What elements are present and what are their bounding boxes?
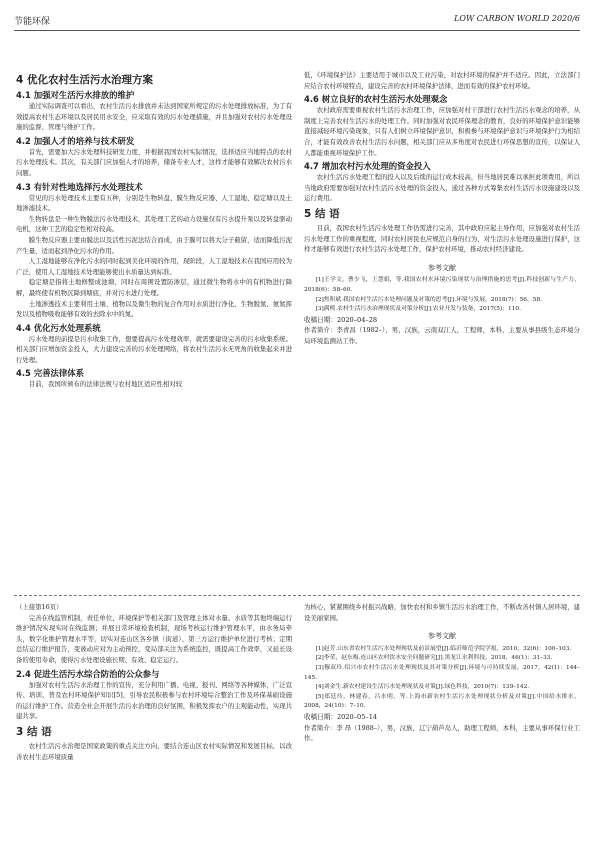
top-right-column xyxy=(304,70,580,346)
journal-section-label: 节能环保 xyxy=(14,17,51,27)
author-bio: 作者简介：李青昌（1982–），男，汉族，云南双江人，工程师，本科，主要从事县级生态环境分局环境监测站工作。 xyxy=(304,326,580,345)
reference-item: [3]穆双玲.绍兴市农村生活污水处理现状及其对策分析[J].环境与可持续发展，2017，42(1)：144–145. xyxy=(304,664,580,681)
section-4-4-heading: 4.4 优化污水处理系统 xyxy=(16,322,101,333)
journal-title-issue: LOW CARBON WORLD 2020/6 xyxy=(454,14,580,23)
paragraph: 常见的污水处理技术主要有五种，分别是生物转盘、膜生物反应器、人工湿地、稳定塘以及土地渗滤技术。 xyxy=(16,193,292,213)
paragraph: 农村生活污水治理是国家政策的重点关注方向，要结合连山区农村实际情况和发展目标，以改善农村生态环境质量 xyxy=(16,741,292,761)
paragraph: 污水处理的前提是污水收集工作，想要提高污水处理效率，就需要建设完善的污水收集系统。相关部门应增加资金投入，大力建设完善的污水处理网络，将农村生活污水无死角的收集起来并进行处理。 xyxy=(16,334,292,364)
bottom-left-column xyxy=(16,602,292,762)
references-title: 参考文献 xyxy=(428,632,456,641)
paragraph: 膜生物反应器主要由膜法以及活性污泥法结合而成，由于膜可以将大分子截留，适而降低污泥产生量，适而起到净化污水的作用。 xyxy=(16,235,292,255)
section-4-3-heading: 4.3 有针对性地选择污水处理技术 xyxy=(16,181,143,192)
continuation-label: （上接第16页） xyxy=(16,603,63,611)
author-bio: 作者简介：李 昂（1988–），男，汉族，辽宁葫芦岛人，助理工程师，本科，主要从事环保行业工作。 xyxy=(304,723,580,743)
paragraph: 完善在线监管机制，责任单位、环境保护等相关部门及管理主体对水量、水质等其他终端运行维护情况实现实时在线监测；并展日常环境检查机制，现场考核运行维护管理水平，由水务局牵头，数字化维护管理水平等，切实对连山区各乡镇（街道）、第三方运行维护单位进行考核；定期总结运行维护报告，变被动应对为主动预控，变局部关注为系统监控，既提高工作效率，又延长设备的使用寿命，使得污水处理设施长期、有效、稳定运行。 xyxy=(16,613,292,664)
paragraph: 低，《环境保护法》主要适用于城市以及工业污染，对农村环境的保护并不适应。因此，立法部门应结合农村环境特点，建设完善的农村环境保护法律，进而有效的保护农村环境。 xyxy=(304,71,580,90)
page-header xyxy=(14,8,580,31)
section-4-heading: 4 优化农村生活污水治理方案 xyxy=(16,74,153,86)
paragraph: 目前，我国所颁布的法律法规与农村地区适应性相对较 xyxy=(28,380,183,389)
reference-item: [2]焦积斌.我国农村生活污水处理问题及对策的思考[J].环境与发展，2018(7)：56，58. xyxy=(315,296,543,303)
section-4-5-heading: 4.5 完善法律体系 xyxy=(16,368,85,379)
section-4-6-heading: 4.6 树立良好的农村生活污水处理观念 xyxy=(304,94,448,105)
paragraph: 稳定塘是指将土地修整成池塘，同时在周围设置防渗层，通过微生物将水中的有机物进行降解，最终使有机物沉降到塘底，并对污水进行处理。 xyxy=(16,278,292,297)
reference-item: [4]刘金生.新农村建设生活污水处理现状及对策[J].绿色科技，2010(7)：139–142. xyxy=(315,684,530,691)
reference-item: [1]王学文，曹少飞，王慧娟，等.我国农村水环境污染现状与治理措施的思考[J].科技创新与生产力，2018(6)：58–60. xyxy=(304,277,580,293)
received-date: 收稿日期：2020–04–28 xyxy=(304,315,378,324)
paragraph: 为核心，紧紧围绕乡村振兴战略，加快农村和乡镇生活污水治理工作，不断改善村镇人居环境，建设美丽家园。 xyxy=(304,603,580,622)
section-4-7-heading: 4.7 增加农村污水处理的资金投入 xyxy=(304,161,431,172)
reference-item: [3]满熙.农村生活污水治理现状及对策分析[J].农业开发与装备，2017(5)：110. xyxy=(315,306,521,313)
section-4-1-heading: 4.1 加强对生活污水排放的维护 xyxy=(16,90,135,100)
paragraph: 土地渗透技术主要利用土壤、植物以及微生物的复合作用对水质进行净化，生物脱氮、氨氮挥发以及植物吸收能够有效的去除水中的氮。 xyxy=(16,299,292,319)
paragraph: 农村政府需要重视农村生活污水治理工作，应加强对村干部进行农村生活污水观念的培养，从制度上完善农村生活污水的处理工作。同时加强对农民环保理念的教育，良好的环境保护意识能够直接减轻环境污染现象，只有人们树立环境保护意识，积极参与环境保护意识与环境保护行为相结合，才能有效改善农村生活污水问题，相关部门应从多角度对农民进行环保思想的宣传，以保证人人都能重视环境保护工作。 xyxy=(304,106,580,157)
section-2-4-heading: 2.4 促进生活污水综合防治的公众参与 xyxy=(16,668,160,679)
bottom-right-column xyxy=(304,602,580,744)
conclusion-heading: 5 结 语 xyxy=(304,207,340,220)
references-title: 参考文献 xyxy=(428,263,456,272)
reference-item: [2]李荣，赵东梅.连山区农村饮水安全问题研究[J].黑龙江水利科技，2018，46(1)：31–33. xyxy=(315,655,553,662)
top-left-column xyxy=(16,70,292,390)
reference-item: [1]赵芳.山东省农村生活污水处理现状及前景展望[J].临沂师范学院学报，2010，32(6)：100–103. xyxy=(315,645,572,652)
section-divider xyxy=(14,595,580,596)
conclusion-heading: 3 结 语 xyxy=(16,725,52,738)
paragraph: 首先，需要加大污水处理科技研发力度，并根据我国农村实际情况，选择适应当地特点的农村污水处理技术。其次，有关部门应加强人才的培养，储备专业人才，这样才能够有效解决农村污水问题。 xyxy=(16,147,292,177)
paragraph: 人工湿地能够在净化污水的同时起到美化环境的作用，现阶段，人工湿地技术在我国应用较为广泛，使用人工湿地技术处理能够使出水质量达到标准。 xyxy=(16,257,292,276)
paragraph: 目前，我国农村生活污水处理工作仍需进行完善，其中政府应起主导作用，应加强对农村生活污水处理工作的重视程度，同时农村居民也应规范自身的行为，对生活污水处理设施进行保护，这样才能够有效进行农村生活污水处理工作，保护农村环境，推动农村经济建设。 xyxy=(304,223,580,254)
paragraph: 农村生活污水处理工程的投入以及后续的运行成本较高，但当地居民难以承担此项费用，所以当地政府需要加强对农村生活污水处理的资金投入，通过各种方式筹集农村生活污水设施建设以及运行费用。 xyxy=(304,173,580,203)
paragraph: 加强对农村生活污水治理工作的宣传，充分利用广播、电视、报刊、网络等各种媒体，广泛宣传、培训、普及农村环境保护知识[5]，引导农民积极参与农村环境综合整治工作及环保基础设施的运行维护工作。营造全社会开展生活污水治理的良好氛围，积极发挥农户的主观能动性，实现共建共享。 xyxy=(16,680,292,721)
paragraph: 生物转盘是一种生物膜法污水处理技术，其处理工艺的动力设施仅有污水提升泵以及转盘驱动电机，这种工艺的稳定性相对较高。 xyxy=(16,214,292,234)
paragraph: 通过实际调查可以看出，农村生活污水排放并未达到国家所规定的污水处理排放标准，为了有效提高农村生态环境以及居民用水安全，应采取有效的污水处理措施，并且加强对农村污水处理设施的监督、管理与维护工作。 xyxy=(16,102,292,132)
reference-item: [5]郑廷玲，林建春，吕水明，等.上海市新农村生活污水处理现状分析及对策[J].中国给水排水，2008，24(10)：7–10. xyxy=(304,693,580,710)
section-4-2-heading: 4.2 加强人才的培养与技术研发 xyxy=(16,135,135,146)
received-date: 收稿日期：2020–05–14 xyxy=(304,712,378,721)
